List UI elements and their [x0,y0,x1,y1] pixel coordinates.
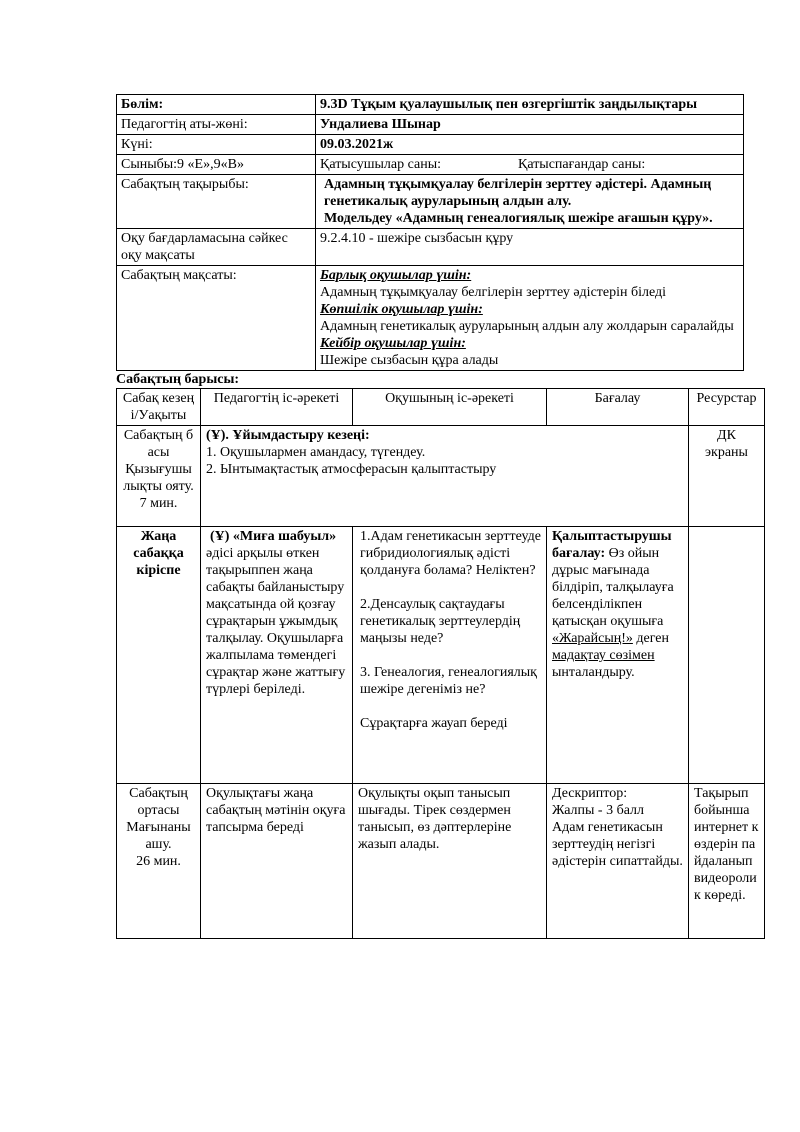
teacher-label: Педагогтің аты-жөні: [117,115,316,135]
stage-line: Сабақтың ортасы [129,786,188,818]
question-3: 3. Генеалогия, генеалогиялық шежіре дегеніміз не? [360,665,537,697]
topic-label: Сабақтың тақырыбы: [117,175,316,229]
question-2: 2.Денсаулық сақтаудағы генетикалық зерттеулердің маңызы неде? [360,597,521,646]
plan-row-intro [117,527,765,784]
section-row [117,95,744,115]
date-label: Күні: [117,135,316,155]
goal-most-text: Адамның генетикалық ауруларының алдын алу жолдарын саралайды [320,319,734,334]
stage-line: 26 мин. [136,854,181,869]
objective-value: 9.2.4.10 - шежіре сызбасын құру [316,229,744,266]
class-label: Сыныбы:9 «Е»,9«В» [117,155,316,175]
answer-text: Сұрақтарға жауап береді [360,716,508,731]
goal-value [316,266,744,371]
attendance-cell [316,155,744,175]
descriptor-line: Адам генетикасын зерттеудің негізгі әдістерін сипаттайды. [552,820,683,869]
assessment-text: Өз ойын дұрыс мағынада білдіріп, талқылауға белсенділікпен қатысқан оқушыға [552,546,674,629]
stage-line: Мағынаны ашу. [126,820,191,852]
teacher-value: Ундалиева Шынар [316,115,744,135]
goal-label: Сабақтың мақсаты: [117,266,316,371]
praise-phrase: мадақтау сөзімен [552,648,655,663]
header-student: Оқушының іс-әрекеті [353,389,547,426]
praise-word: «Жарайсың!» [552,631,633,646]
organization-title: (Ұ). Ұйымдастыру кезеңі: [206,428,370,443]
resources-middle: Тақырып бойынша интернет көздерін пайдаланып видеоролик көреді. [689,784,765,939]
stage-middle [117,784,201,939]
stage-line: Қызығушылықты ояту. [123,462,194,494]
class-row [117,155,744,175]
student-intro [353,527,547,784]
resources-intro [689,527,765,784]
stage-intro: Жаңа сабаққа кіріспе [117,527,201,784]
plan-row-middle [117,784,765,939]
topic-value [316,175,744,229]
teacher-middle: Оқулықтағы жаңа сабақтың мәтінін оқуға тапсырма береді [201,784,353,939]
topic-row [117,175,744,229]
brainstorm-text: әдісі арқылы өткен тақырыппен жаңа сабақты байланыстыру мақсатында ой қозғау сұрақтарын ұжымдық талқылау. Оқушыларға жалпылама төмендегі сұрақтар және жаттығу түрлері беріледі. [206,546,346,697]
plan-row-start [117,426,765,527]
stage-start [117,426,201,527]
assessment-title: Қалыптастырушы бағалау: [552,529,672,561]
question-1: 1.Адам генетикасын зерттеуде гибридиологиялық әдісті қолдануға болама? Неліктен? [360,529,541,578]
present-label: Қатысушылар саны: [320,157,442,172]
assessment-mid: деген [636,631,669,646]
section-value: 9.3D Тұқым қуалаушылық пен өзгергіштік заңдылықтары [316,95,744,115]
plan-header-row [117,389,765,426]
assessment-middle [547,784,689,939]
section-label: Бөлім: [117,95,316,115]
date-row [117,135,744,155]
resources-start: ДК экраны [689,426,765,527]
objective-label: Оқу бағдарламасына сәйкес оқу мақсаты [117,229,316,266]
progress-title: Сабақтың барысы: [116,372,240,387]
header-resources: Ресурстар [689,389,765,426]
teacher-row [117,115,744,135]
header-assessment: Бағалау [547,389,689,426]
absent-label: Қатыспағандар саны: [518,157,646,172]
goal-most-title: Көпшілік оқушылар үшін: [320,302,483,317]
header-teacher: Педагогтің іс-әрекеті [201,389,353,426]
lesson-info-table [116,94,744,371]
goal-row [117,266,744,371]
topic-line: генетикалық ауруларының алдын алу. [324,194,572,209]
goal-some-title: Кейбір оқушылар үшін: [320,336,466,351]
descriptor-line: Жалпы - 3 балл [552,803,645,818]
topic-line: Адамның тұқымқуалау белгілерін зерттеу әдістері. Адамның [324,177,712,192]
organization-cell [201,426,689,527]
assessment-intro [547,527,689,784]
goal-some-text: Шежіре сызбасын құра алады [320,353,499,368]
goal-all-text: Адамның тұқымқуалау белгілерін зерттеу әдістерін біледі [320,285,667,300]
organization-item: 1. Оқушылармен амандасу, түгендеу. [206,445,426,460]
brainstorm-title: (Ұ) «Миға шабуыл» [210,529,337,544]
student-middle: Оқулықты оқып танысып шығады. Тірек сөздермен танысып, өз дәптерлеріне жазып алады. [353,784,547,939]
goal-all-title: Барлық оқушылар үшін: [320,268,472,283]
stage-line: Сабақтың басы [123,428,194,460]
assessment-end: ынталандыру. [552,665,635,680]
date-value: 09.03.2021ж [316,135,744,155]
organization-item: 2. Ынтымақтастық атмосферасын қалыптастыру [206,462,497,477]
stage-line: 7 мин. [139,496,178,511]
teacher-intro [201,527,353,784]
topic-line: Модельдеу «Адамның генеалогиялық шежіре ағашын құру». [324,211,713,226]
descriptor-line: Дескриптор: [552,786,628,801]
lesson-plan-table [116,388,765,939]
objective-row [117,229,744,266]
header-stage: Сабақ кезеңі/Уақыты [117,389,201,426]
